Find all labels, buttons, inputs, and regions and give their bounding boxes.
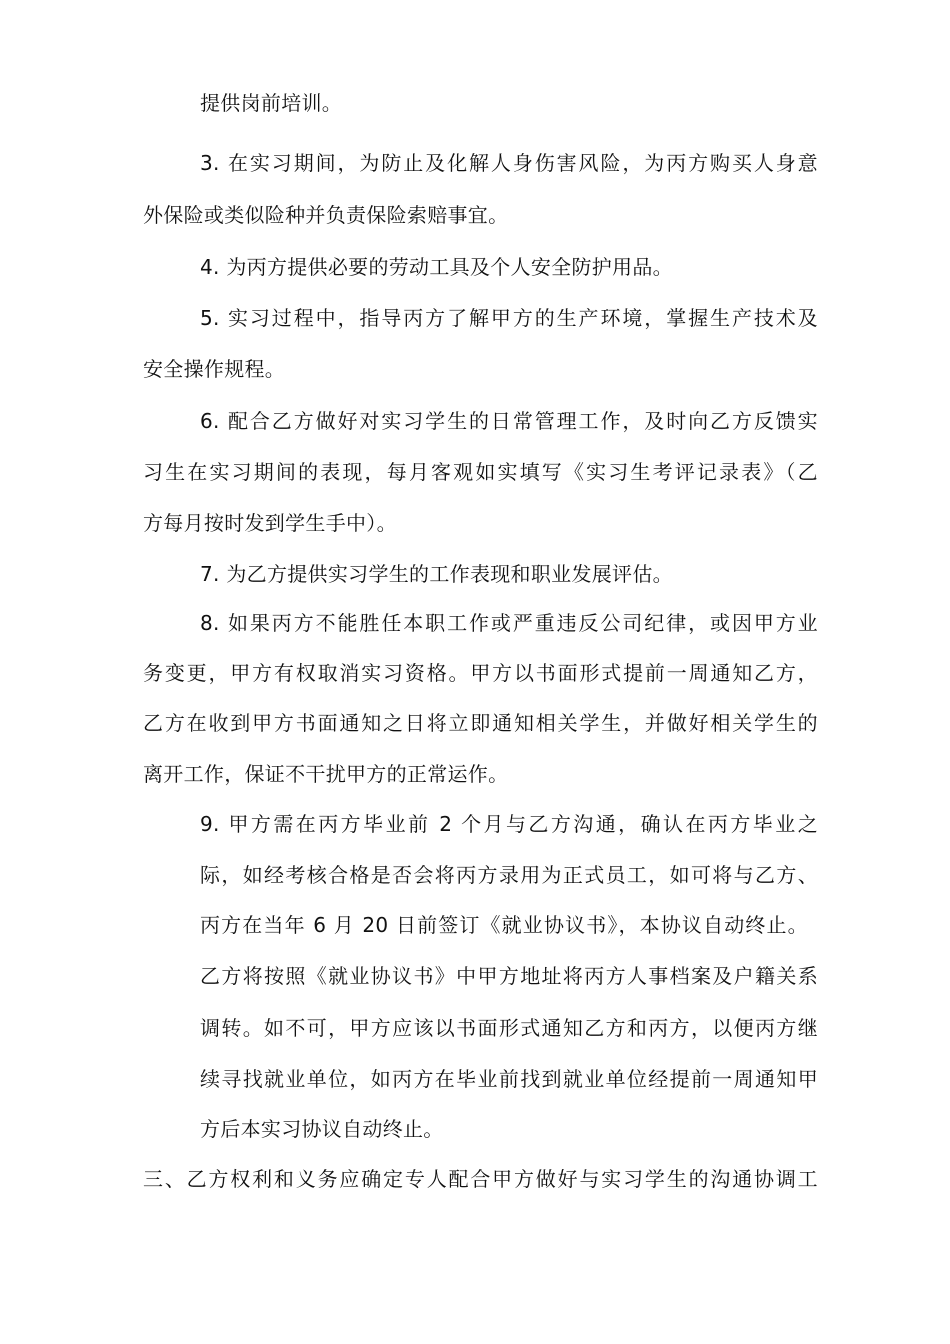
text-line-3: 外保险或类似险种并负责保险索赔事宜。 bbox=[143, 203, 509, 227]
text-line-17: 丙方在当年 6 月 20 日前签订《就业协议书》，本协议自动终止。 bbox=[200, 913, 808, 937]
section-heading-3: 三、乙方权利和义务应确定专人配合甲方做好与实习学生的沟通协调工 bbox=[143, 1167, 818, 1191]
text-line-16: 际，如经考核合格是否会将丙方录用为正式员工，如可将与乙方、 bbox=[200, 863, 818, 887]
text-line-10: 7. 为乙方提供实习学生的工作表现和职业发展评估。 bbox=[200, 562, 673, 586]
text-line-4: 4. 为丙方提供必要的劳动工具及个人安全防护用品。 bbox=[200, 255, 673, 279]
text-line-13: 乙方在收到甲方书面通知之日将立即通知相关学生，并做好相关学生的 bbox=[143, 711, 818, 735]
text-line-15: 9. 甲方需在丙方毕业前 2 个月与乙方沟通，确认在丙方毕业之 bbox=[200, 812, 818, 836]
text-line-19: 调转。如不可，甲方应该以书面形式通知乙方和丙方，以便丙方继 bbox=[200, 1016, 818, 1040]
text-line-9: 方每月按时发到学生手中）。 bbox=[143, 511, 397, 535]
text-line-21: 方后本实习协议自动终止。 bbox=[200, 1117, 444, 1141]
text-line-2: 3. 在实习期间，为防止及化解人身伤害风险，为丙方购买人身意 bbox=[200, 151, 818, 175]
text-line-20: 续寻找就业单位，如丙方在毕业前找到就业单位经提前一周通知甲 bbox=[200, 1067, 818, 1091]
text-line-7: 6. 配合乙方做好对实习学生的日常管理工作，及时向乙方反馈实 bbox=[200, 409, 818, 433]
text-line-18: 乙方将按照《就业协议书》中甲方地址将丙方人事档案及户籍关系 bbox=[200, 964, 818, 988]
text-line-14: 离开工作，保证不干扰甲方的正常运作。 bbox=[143, 762, 509, 786]
text-line-12: 务变更，甲方有权取消实习资格。甲方以书面形式提前一周通知乙方， bbox=[143, 661, 818, 685]
text-line-8: 习生在实习期间的表现，每月客观如实填写《实习生考评记录表》（乙 bbox=[143, 460, 818, 484]
text-line-11: 8. 如果丙方不能胜任本职工作或严重违反公司纪律，或因甲方业 bbox=[200, 611, 818, 635]
text-line-5: 5. 实习过程中，指导丙方了解甲方的生产环境，掌握生产技术及 bbox=[200, 306, 818, 330]
text-line-1: 提供岗前培训。 bbox=[200, 91, 343, 115]
text-line-6: 安全操作规程。 bbox=[143, 357, 286, 381]
